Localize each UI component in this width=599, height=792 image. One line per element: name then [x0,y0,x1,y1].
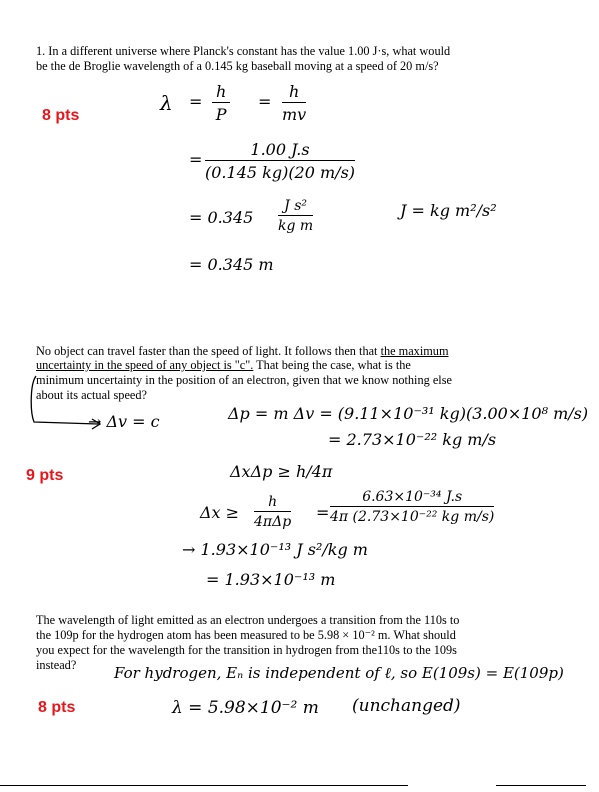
q2-uncertainty-principle: ΔxΔp ≥ h/4π [230,462,333,481]
q2-eq5: = [316,503,330,522]
q2-text-line2-a: uncertainty in the speed of any object is "c". [36,358,254,372]
q2-fraca-num: h [254,494,291,512]
q3-points: 8 pts [38,699,76,716]
bottom-rule-right [496,785,586,786]
q1-frac1-den: P [215,105,227,124]
q3-text-line3: you expect for the wavelength for the transition in hydrogen from the110s to the 109s [36,643,457,657]
q1-frac-h-over-mv [282,82,306,124]
q2-delta-p: Δp = m Δv = (9.11×10⁻³¹ kg)(3.00×10⁸ m/s) [228,404,589,423]
bottom-rule-left [0,785,408,786]
q1-eq4: = 0.345 [189,208,254,227]
q1-frac2-den: mv [282,105,307,124]
q2-delta-p-result: = 2.73×10⁻²² kg m/s [328,430,497,449]
q2-text-line2-b: That being the case, what is the [253,358,411,372]
q2-text-line3: minimum uncertainty in the position of an electron, given that we know nothing else [36,373,452,387]
q3-answer-note: For hydrogen, Eₙ is independent of ℓ, so E(109s) = E(109p) [114,664,564,682]
q1-frac3-num: 1.00 J.s [205,140,355,161]
q2-dx-step: → 1.93×10⁻¹³ J s²/kg m [182,540,368,559]
q2-text-line1 [36,344,449,359]
q2-fracb-den: 4π (2.73×10⁻²² kg m/s) [330,509,495,525]
q3-text-line2: the 109p for the hydrogen atom has been measured to be 5.98 × 10⁻² m. What should [36,628,456,642]
q1-unit-note: J = kg m²/s² [400,201,497,220]
q3-text-line4: instead? [36,658,77,672]
q2-text-line1-a: No object can travel faster than the speed of light. It follows then that [36,344,381,358]
q2-text-line4: about its actual speed? [36,388,147,402]
q1-eq1: = [189,92,203,111]
q1-eq3: = [189,150,203,169]
q1-result: = 0.345 m [189,255,274,274]
q1-frac4-num: J s² [278,198,313,216]
q2-fraca-den: 4πΔp [254,514,292,530]
q1-frac-substituted [205,140,355,182]
q1-text-line1: 1. In a different universe where Planck's constant has the value 1.00 J·s, what would [36,44,451,58]
q3-text-line1: The wavelength of light emitted as an electron undergoes a transition from the 110s to [36,613,460,627]
q2-frac-numeric [330,489,494,525]
q3-answer: λ = 5.98×10⁻² m [172,698,319,718]
q2-delta-v: → Δv = c [88,412,160,431]
q1-text-line2: be the de Broglie wavelength of a 0.145 kg baseball moving at a speed of 20 m/s? [36,59,439,73]
q2-dx-label: Δx ≥ [200,503,240,522]
q2-text-line1-b: the maximum [380,344,449,358]
q1-frac-units [278,198,313,234]
q2-points: 9 pts [26,467,64,484]
q1-lambda: λ [160,91,173,115]
q1-frac2-num: h [282,82,306,103]
q1-frac-h-over-p [212,82,230,124]
q1-eq2: = [258,92,272,111]
q2-text-line2 [36,358,411,373]
q1-frac1-num: h [212,82,230,103]
q1-frac4-den: kg m [278,218,314,234]
q1-points: 8 pts [42,107,80,124]
q2-dx-result: = 1.93×10⁻¹³ m [206,570,336,589]
q2-fracb-num: 6.63×10⁻³⁴ J.s [330,489,494,507]
q3-unchanged: (unchanged) [352,696,461,716]
q2-frac-h-over-4pi-dp [254,494,291,530]
q1-frac3-den: (0.145 kg)(20 m/s) [205,163,356,182]
